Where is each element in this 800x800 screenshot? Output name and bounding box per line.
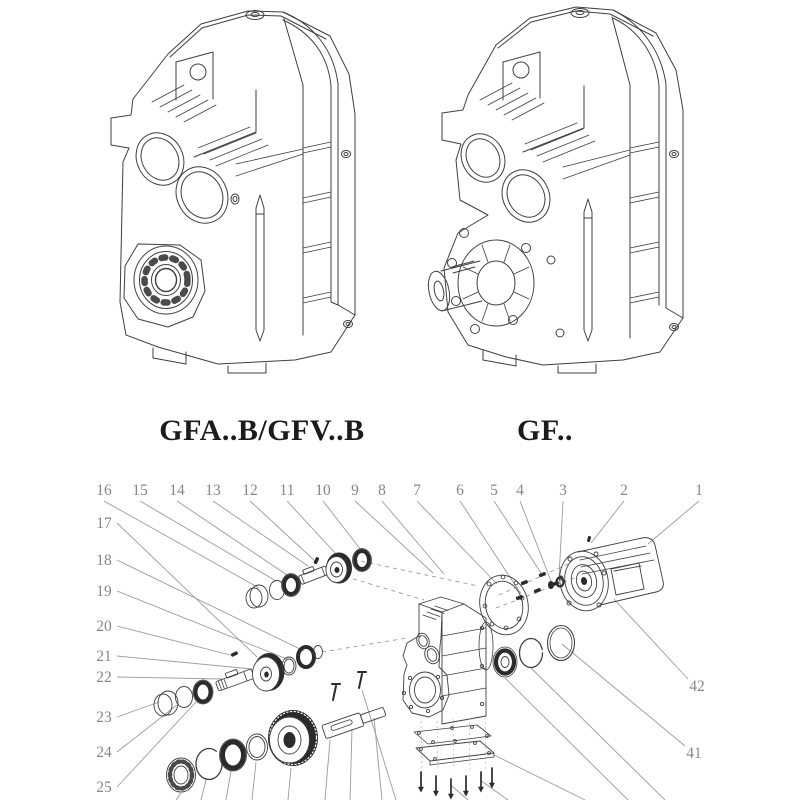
part-callout-3: 3 (559, 482, 567, 499)
part-callout-13: 13 (205, 482, 221, 499)
part-callout-1: 1 (695, 482, 703, 499)
part-callout-7: 7 (413, 482, 421, 499)
exploded-parts-diagram (0, 478, 800, 800)
part-callout-12: 12 (242, 482, 258, 499)
part-callout-42: 42 (689, 678, 705, 695)
part-callout-6: 6 (456, 482, 464, 499)
flange-and-fasteners (474, 571, 574, 677)
part-callout-4: 4 (516, 482, 524, 499)
figure-gf (408, 0, 700, 390)
part-callout-22: 22 (96, 669, 112, 686)
output-flange (448, 229, 535, 334)
part-callout-14: 14 (169, 482, 185, 499)
oil-dipstick (584, 199, 592, 341)
part-callout-16: 16 (96, 482, 112, 499)
gearbox-drawing-solid-shaft-icon (408, 0, 700, 390)
oil-dipstick (256, 195, 264, 341)
hollow-shaft-bearing (124, 244, 205, 327)
part-callout-9: 9 (351, 482, 359, 499)
part-callout-11: 11 (279, 482, 295, 499)
part-callout-18: 18 (96, 552, 112, 569)
gear-housing (402, 597, 494, 799)
assembly-axis-lines (322, 558, 577, 652)
leader-lines (104, 501, 699, 800)
part-callout-41: 41 (686, 745, 702, 762)
part-callout-23: 23 (96, 709, 112, 726)
figure-gfab-gfvb (98, 2, 380, 378)
model-label-gf: GF.. (517, 414, 573, 447)
part-callout-19: 19 (96, 583, 112, 600)
part-callout-10: 10 (315, 482, 331, 499)
part-callout-24: 24 (96, 744, 112, 761)
motor-assembly (554, 536, 663, 616)
intermediate-shaft-parts (154, 646, 323, 717)
input-shaft-parts (246, 549, 372, 609)
part-callout-15: 15 (132, 482, 148, 499)
part-callout-17: 17 (96, 515, 112, 532)
gearbox-drawing-hollow-shaft-icon (98, 2, 380, 378)
output-shaft-parts (167, 672, 387, 792)
part-callout-8: 8 (378, 482, 386, 499)
housing-bolts (419, 768, 495, 799)
part-callout-25: 25 (96, 779, 112, 796)
model-label-gfab-gfvb: GFA..B/GFV..B (159, 414, 365, 447)
part-callout-5: 5 (490, 482, 498, 499)
part-callout-21: 21 (96, 648, 112, 665)
cooling-fins (152, 85, 268, 166)
part-callout-20: 20 (96, 618, 112, 635)
part-callout-2: 2 (620, 482, 628, 499)
